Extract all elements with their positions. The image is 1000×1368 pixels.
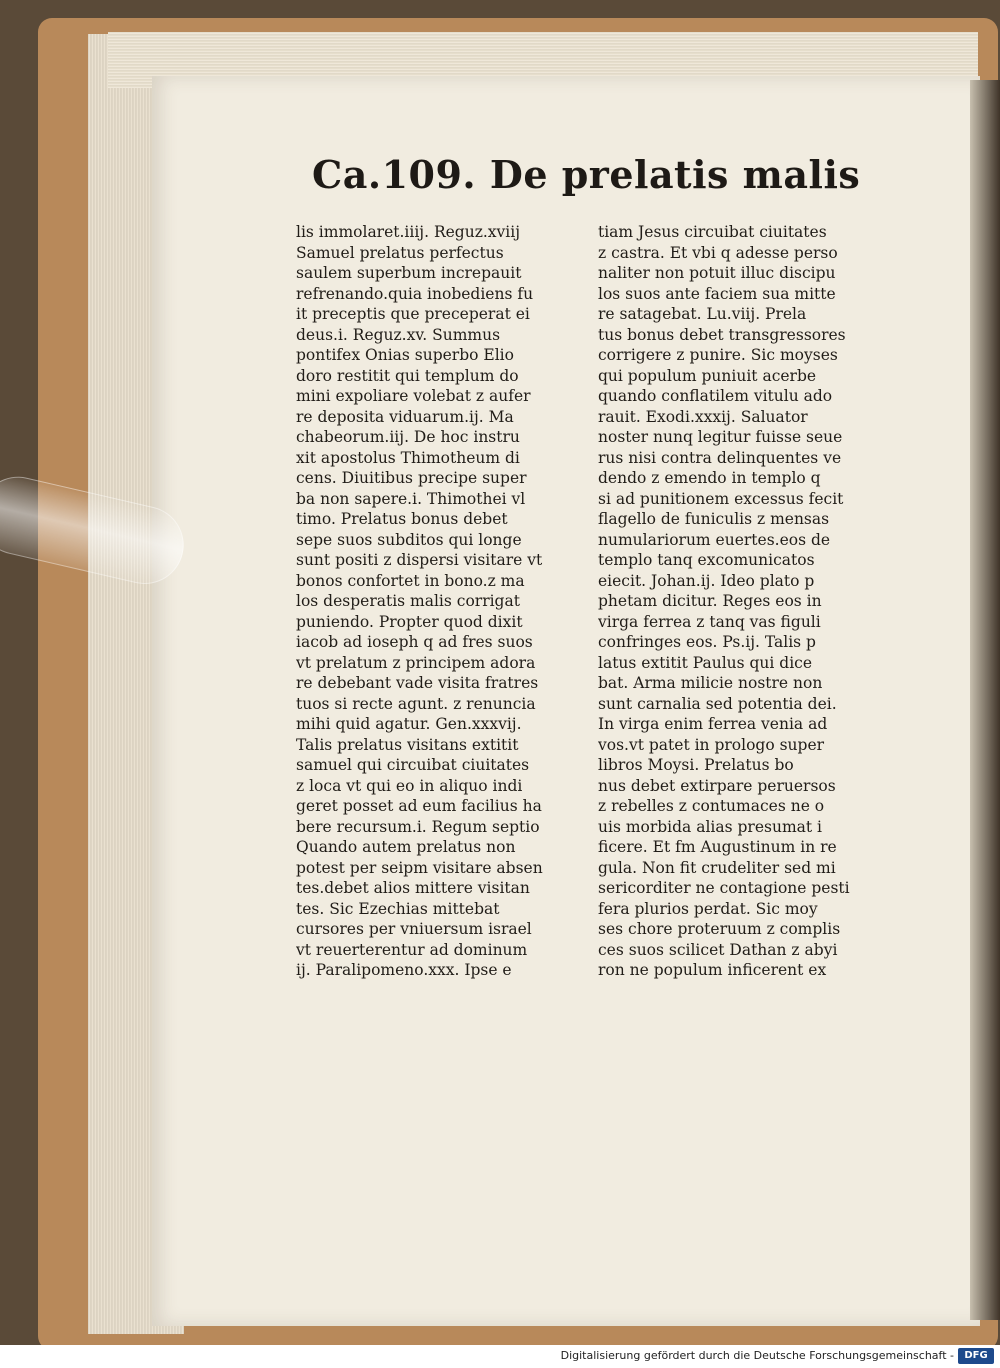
text-line: tes.debet alios mittere visitan bbox=[296, 879, 530, 897]
text-line: nus debet extirpare peruersos bbox=[598, 776, 836, 795]
text-line: samuel qui circuibat ciuitates bbox=[296, 756, 530, 774]
text-line: sericorditer ne contagione pesti bbox=[598, 879, 850, 897]
text-line: saulem superbum increpauit bbox=[296, 264, 522, 282]
text-line: dendo z emendo in templo q bbox=[598, 469, 821, 487]
text-line: gula. Non fit crudeliter sed mi bbox=[598, 858, 836, 877]
text-line: tus bonus debet transgressores bbox=[598, 325, 846, 344]
text-line: re deposita viduarum.ij. Ma bbox=[296, 407, 514, 426]
text-line: bat. Arma milicie nostre non bbox=[598, 674, 823, 692]
text-line: ba non sapere.i. Thimothei vl bbox=[296, 489, 526, 508]
text-line: mihi quid agatur. Gen.xxxvij. bbox=[296, 715, 522, 733]
text-line: vt prelatum z principem adora bbox=[296, 653, 536, 672]
text-line: tiam Jesus circuibat ciuitates bbox=[598, 223, 827, 241]
text-line: cens. Diuitibus precipe super bbox=[296, 469, 527, 487]
text-line: timo. Prelatus bonus debet bbox=[296, 510, 508, 528]
text-line: libros Moysi. Prelatus bo bbox=[598, 756, 794, 774]
text-line: si ad punitionem excessus fecit bbox=[598, 489, 844, 508]
text-line: doro restitit qui templum do bbox=[296, 366, 519, 385]
text-line: rauit. Exodi.xxxij. Saluator bbox=[598, 407, 808, 426]
text-line: xit apostolus Thimotheum di bbox=[296, 448, 520, 467]
text-line: sunt carnalia sed potentia dei. bbox=[598, 694, 837, 713]
text-line: los suos ante faciem sua mitte bbox=[598, 284, 836, 303]
text-line: Samuel prelatus perfectus bbox=[296, 243, 504, 262]
text-line: it preceptis que preceperat ei bbox=[296, 305, 530, 323]
dfg-logo-icon: DFG bbox=[958, 1348, 994, 1364]
text-line: re debebant vade visita fratres bbox=[296, 674, 539, 692]
text-line: z castra. Et vbi q adesse perso bbox=[598, 243, 838, 262]
text-line: In virga enim ferrea venia ad bbox=[598, 715, 828, 733]
left-text-column bbox=[296, 222, 576, 981]
text-line: bonos confortet in bono.z ma bbox=[296, 571, 525, 590]
text-line: eiecit. Johan.ij. Ideo plato p bbox=[598, 571, 815, 590]
text-line: ficere. Et fm Augustinum in re bbox=[598, 838, 837, 856]
text-line: confringes eos. Ps.ij. Talis p bbox=[598, 633, 816, 651]
text-line: ses chore proteruum z complis bbox=[598, 920, 841, 938]
text-line: vos.vt patet in prologo super bbox=[598, 735, 825, 754]
text-line: noster nunq legitur fuisse seue bbox=[598, 428, 843, 446]
text-line: puniendo. Propter quod dixit bbox=[296, 612, 523, 631]
text-line: los desperatis malis corrigat bbox=[296, 592, 520, 610]
page-gutter bbox=[970, 80, 1000, 1320]
text-line: ces suos scilicet Dathan z abyi bbox=[598, 940, 838, 959]
chapter-heading: Ca.109. De prelatis malis bbox=[312, 152, 861, 197]
text-line: sunt positi z dispersi visitare vt bbox=[296, 551, 543, 569]
text-line: ij. Paralipomeno.xxx. Ipse e bbox=[296, 961, 512, 979]
text-line: ron ne populum inficerent ex bbox=[598, 961, 827, 979]
text-line: pontifex Onias superbo Elio bbox=[296, 346, 514, 364]
text-line: naliter non potuit illuc discipu bbox=[598, 264, 836, 282]
text-line: quando conflatilem vitulu ado bbox=[598, 387, 833, 405]
text-line: fera plurios perdat. Sic moy bbox=[598, 899, 818, 918]
text-line: virga ferrea z tanq vas figuli bbox=[598, 612, 821, 631]
text-line: Talis prelatus visitans extitit bbox=[296, 735, 519, 754]
text-line: vt reuerterentur ad dominum bbox=[296, 940, 528, 959]
text-line: lis immolaret.iiij. Reguz.xviij bbox=[296, 223, 521, 241]
text-line: tuos si recte agunt. z renuncia bbox=[296, 694, 536, 713]
text-line: refrenando.quia inobediens fu bbox=[296, 284, 534, 303]
right-text-column bbox=[598, 222, 878, 981]
footer-credit: Digitalisierung gefördert durch die Deutsche Forschungsgemeinschaft - bbox=[560, 1349, 954, 1362]
text-line: numulariorum euertes.eos de bbox=[598, 530, 831, 549]
text-line: deus.i. Reguz.xv. Summus bbox=[296, 325, 501, 344]
text-line: sepe suos subditos qui longe bbox=[296, 530, 522, 549]
text-line: z loca vt qui eo in aliquo indi bbox=[296, 776, 523, 795]
text-line: phetam dicitur. Reges eos in bbox=[598, 592, 822, 610]
text-line: Quando autem prelatus non bbox=[296, 838, 516, 856]
text-line: flagello de funiculis z mensas bbox=[598, 510, 830, 528]
text-line: chabeorum.iij. De hoc instru bbox=[296, 428, 520, 446]
text-line: re satagebat. Lu.viij. Prela bbox=[598, 305, 807, 323]
text-line: tes. Sic Ezechias mittebat bbox=[296, 899, 500, 918]
text-line: uis morbida alias presumat i bbox=[598, 817, 823, 836]
text-line: iacob ad ioseph q ad fres suos bbox=[296, 633, 533, 651]
text-line: geret posset ad eum facilius ha bbox=[296, 797, 542, 815]
text-line: latus extitit Paulus qui dice bbox=[598, 653, 813, 672]
text-line: bere recursum.i. Regum septio bbox=[296, 817, 540, 836]
text-line: qui populum puniuit acerbe bbox=[598, 366, 817, 385]
text-line: z rebelles z contumaces ne o bbox=[598, 797, 825, 815]
text-line: corrigere z punire. Sic moyses bbox=[598, 346, 838, 364]
text-line: cursores per vniuersum israel bbox=[296, 920, 532, 938]
digitization-footer bbox=[0, 1345, 1000, 1368]
text-line: potest per seipm visitare absen bbox=[296, 858, 543, 877]
text-line: rus nisi contra delinquentes ve bbox=[598, 448, 842, 467]
text-line: mini expoliare volebat z aufer bbox=[296, 387, 531, 405]
text-line: templo tanq excomunicatos bbox=[598, 551, 815, 569]
